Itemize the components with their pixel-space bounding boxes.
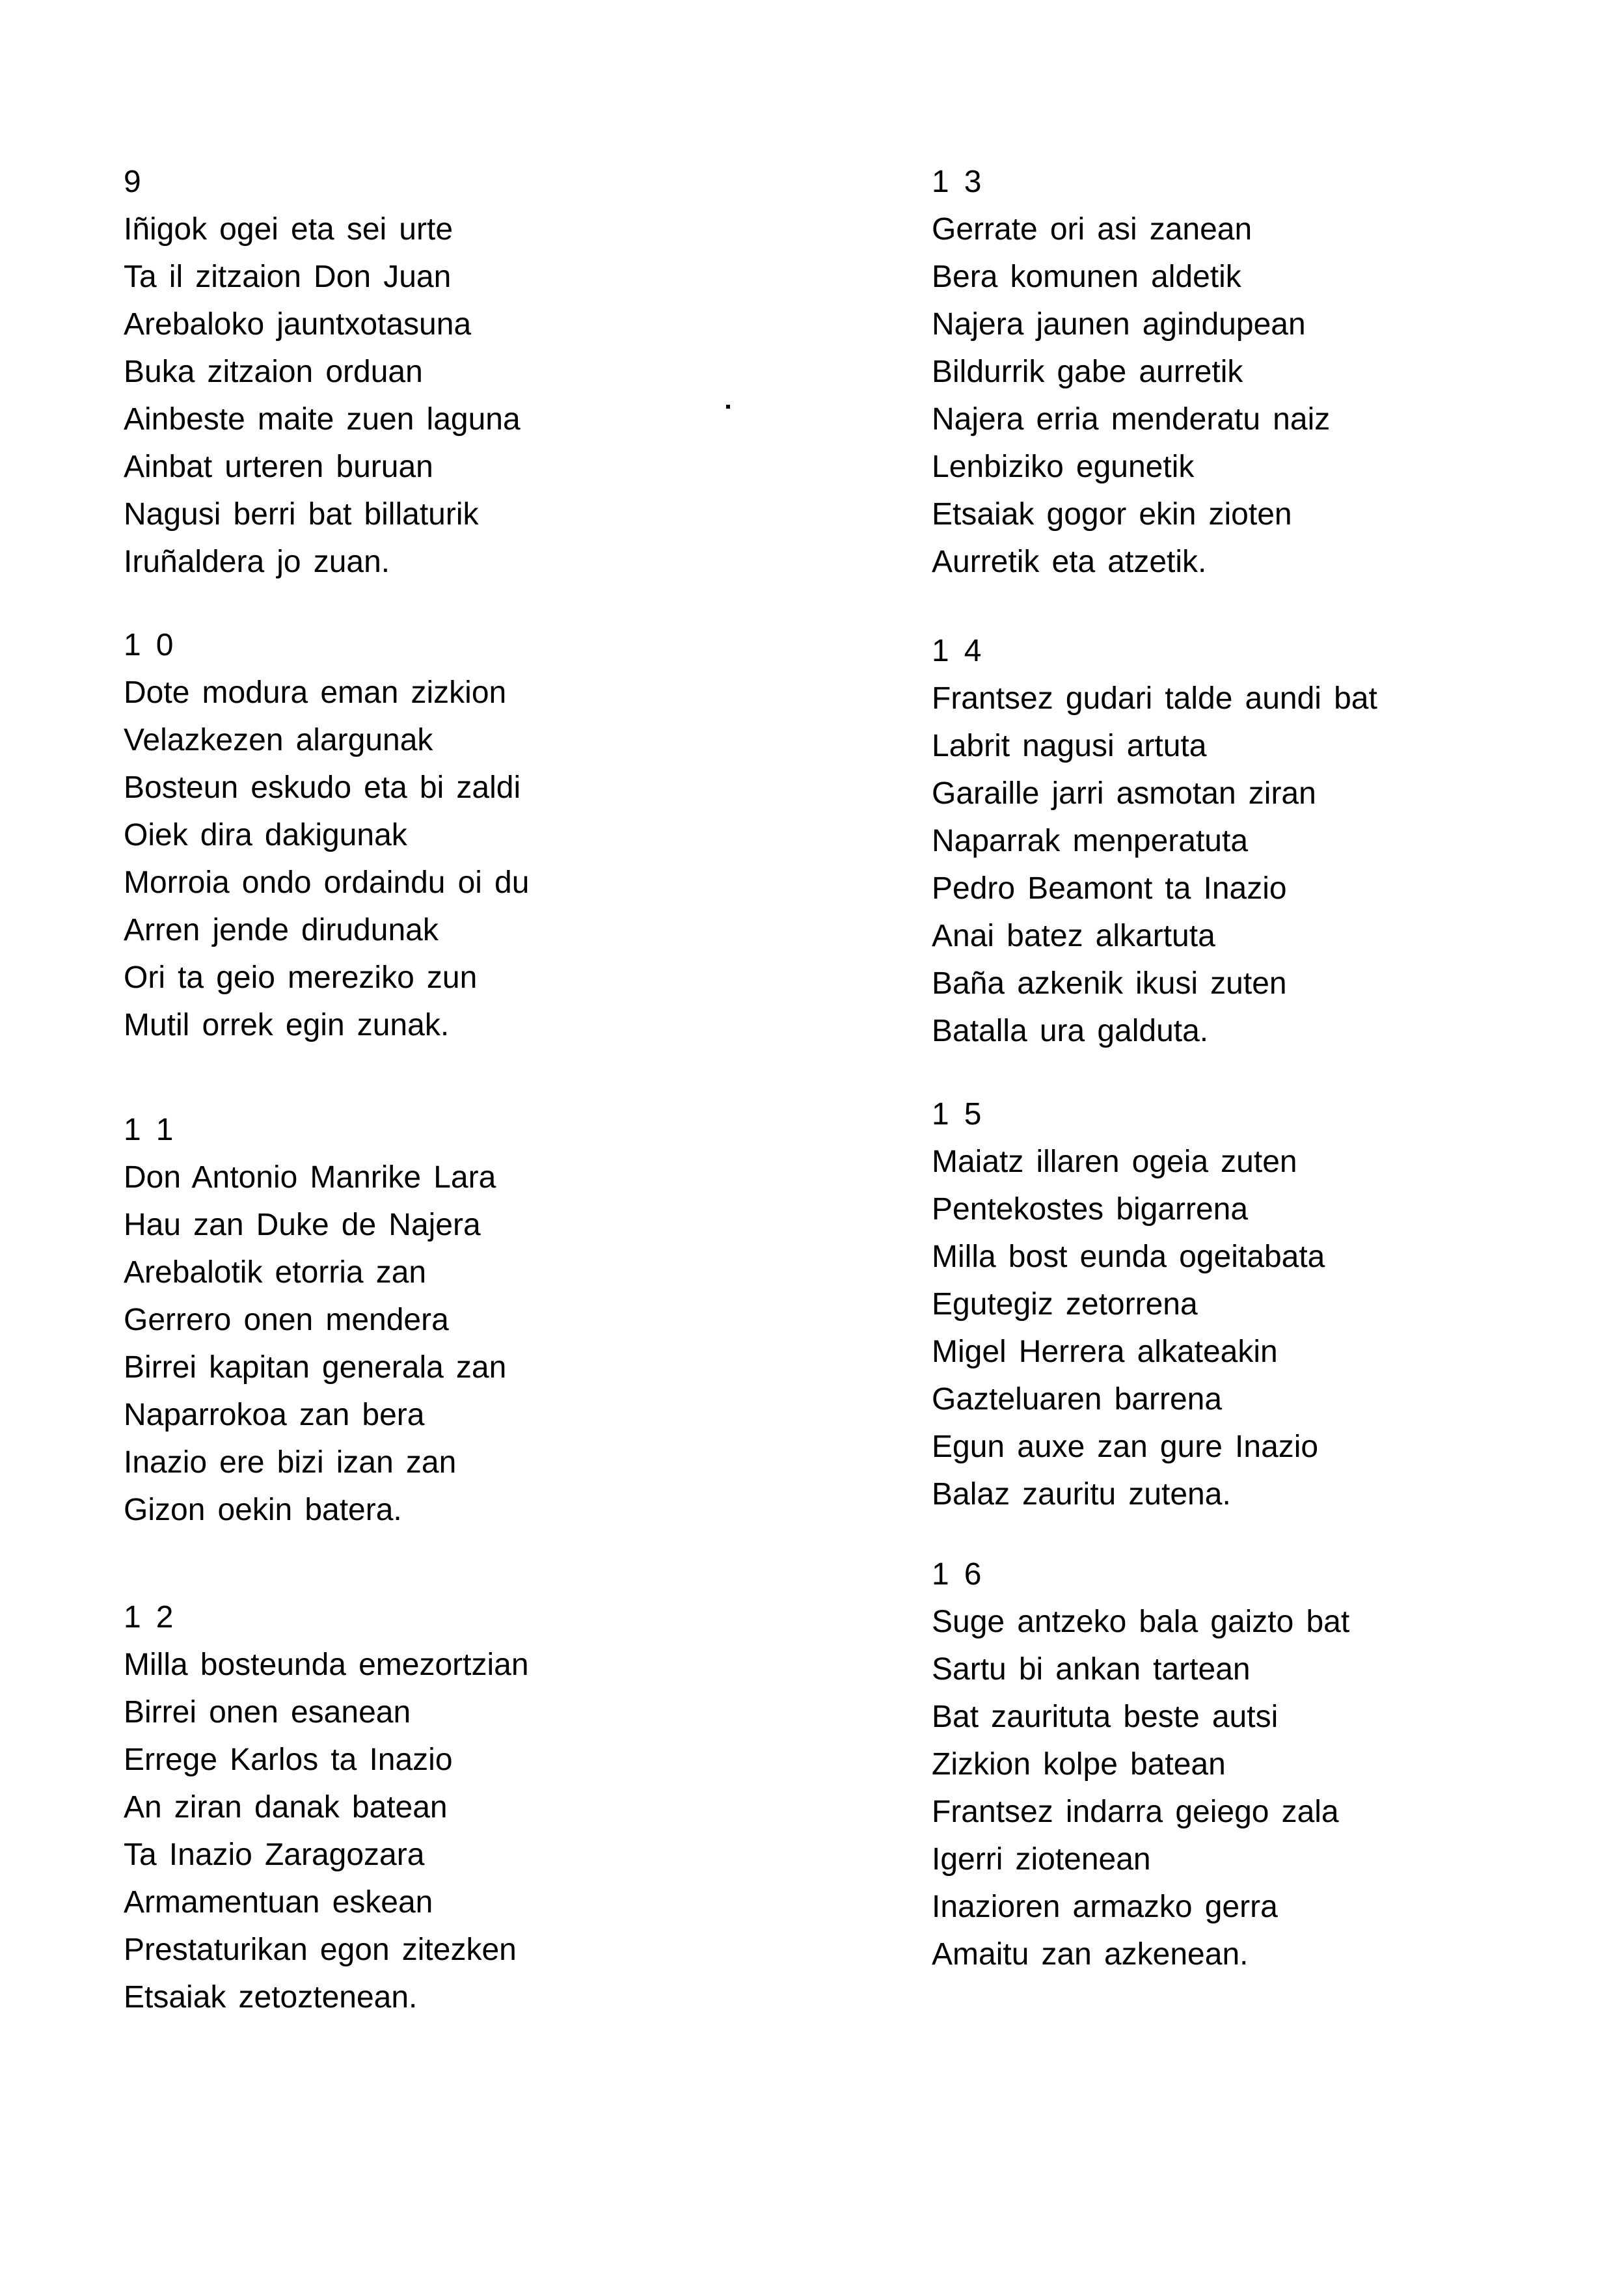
- verse-line: Gerrero onen mendera: [124, 1303, 449, 1337]
- stanza-number: 1 1: [124, 1113, 175, 1147]
- verse-line: Najera jaunen agindupean: [932, 307, 1306, 342]
- verse-line: Armamentuan eskean: [124, 1885, 433, 1920]
- verse-line: Aurretik eta atzetik.: [932, 545, 1207, 579]
- verse-line: Bat zaurituta beste autsi: [932, 1700, 1279, 1734]
- verse-line: Gerrate ori asi zanean: [932, 212, 1252, 247]
- stanza-13: [932, 158, 1582, 586]
- verse-line: Oiek dira dakigunak: [124, 818, 407, 852]
- verse-line: Iruñaldera jo zuan.: [124, 545, 390, 579]
- verse-line: Maiatz illaren ogeia zuten: [932, 1145, 1297, 1179]
- verse-line: Buka zitzaion orduan: [124, 355, 423, 389]
- verse-line: Arebalotik etorria zan: [124, 1255, 427, 1290]
- verse-line: Bera komunen aldetik: [932, 260, 1241, 294]
- verse-line: Bosteun eskudo eta bi zaldi: [124, 770, 521, 805]
- verse-line: Dote modura eman zizkion: [124, 675, 507, 710]
- verse-line: Zizkion kolpe batean: [932, 1747, 1226, 1782]
- stanza-number: 1 5: [932, 1097, 983, 1132]
- stanza-15: [932, 1091, 1582, 1518]
- verse-line: Labrit nagusi artuta: [932, 729, 1207, 763]
- stanza-11: [124, 1106, 774, 1534]
- verse-line: Velazkezen alargunak: [124, 723, 433, 757]
- verse-line: Suge antzeko bala gaizto bat: [932, 1605, 1350, 1639]
- verse-line: Arebaloko jauntxotasuna: [124, 307, 472, 342]
- stanza-number: 1 3: [932, 165, 983, 199]
- verse-line: Anai batez alkartuta: [932, 919, 1215, 953]
- verse-line: Frantsez indarra geiego zala: [932, 1795, 1339, 1829]
- verse-line: Gazteluaren barrena: [932, 1382, 1223, 1417]
- verse-line: Inazio ere bizi izan zan: [124, 1445, 457, 1480]
- verse-line: Prestaturikan egon zitezken: [124, 1933, 517, 1967]
- stanza-12: [124, 1594, 774, 2021]
- verse-line: Birrei onen esanean: [124, 1695, 411, 1730]
- verse-line: Migel Herrera alkateakin: [932, 1335, 1278, 1369]
- poem-column-right: [932, 158, 1582, 1978]
- verse-line: Ori ta geio mereziko zun: [124, 960, 478, 995]
- stanza-number: 1 6: [932, 1557, 983, 1592]
- verse-line: Frantsez gudari talde aundi bat: [932, 681, 1377, 716]
- stanza-number: 1 4: [932, 634, 983, 668]
- verse-line: Naparrak menperatuta: [932, 824, 1249, 858]
- verse-line: Arren jende dirudunak: [124, 913, 439, 947]
- verse-line: Egutegiz zetorrena: [932, 1287, 1198, 1322]
- stanza-number: 1 2: [124, 1600, 175, 1635]
- verse-line: Naparrokoa zan bera: [124, 1398, 425, 1432]
- verse-line: Garaille jarri asmotan ziran: [932, 776, 1316, 811]
- stanza-number: 1 0: [124, 628, 175, 662]
- verse-line: Birrei kapitan generala zan: [124, 1350, 507, 1385]
- verse-line: Balaz zauritu zutena.: [932, 1477, 1231, 1512]
- verse-line: Don Antonio Manrike Lara: [124, 1160, 496, 1195]
- stanza-number: 9: [124, 165, 142, 199]
- print-speck: [726, 405, 730, 409]
- verse-line: Ainbeste maite zuen laguna: [124, 402, 521, 437]
- verse-line: Pedro Beamont ta Inazio: [932, 871, 1287, 906]
- verse-line: Iñigok ogei eta sei urte: [124, 212, 453, 247]
- verse-line: Pentekostes bigarrena: [932, 1192, 1249, 1227]
- verse-line: Lenbiziko egunetik: [932, 450, 1195, 484]
- verse-line: Milla bost eunda ogeitabata: [932, 1240, 1325, 1274]
- verse-line: Ta Inazio Zaragozara: [124, 1838, 425, 1872]
- verse-line: Ta il zitzaion Don Juan: [124, 260, 452, 294]
- verse-line: Mutil orrek egin zunak.: [124, 1008, 450, 1042]
- verse-line: Baña azkenik ikusi zuten: [932, 966, 1287, 1001]
- verse-line: Amaitu zan azkenean.: [932, 1937, 1249, 1972]
- stanza-10: [124, 621, 774, 1049]
- stanza-9: [124, 158, 774, 586]
- poem-column-left: [124, 158, 774, 2021]
- stanza-16: [932, 1551, 1582, 1978]
- verse-line: Etsaiak zetoztenean.: [124, 1980, 418, 2015]
- verse-line: Egun auxe zan gure Inazio: [932, 1430, 1319, 1464]
- verse-line: Hau zan Duke de Najera: [124, 1208, 481, 1242]
- verse-line: Najera erria menderatu naiz: [932, 402, 1331, 437]
- verse-line: Ainbat urteren buruan: [124, 450, 433, 484]
- verse-line: Errege Karlos ta Inazio: [124, 1743, 453, 1777]
- verse-line: An ziran danak batean: [124, 1790, 448, 1825]
- verse-line: Sartu bi ankan tartean: [932, 1652, 1251, 1687]
- stanza-14: [932, 627, 1582, 1055]
- verse-line: Inazioren armazko gerra: [932, 1890, 1278, 1924]
- verse-line: Batalla ura galduta.: [932, 1014, 1209, 1048]
- verse-line: Milla bosteunda emezortzian: [124, 1648, 529, 1682]
- verse-line: Igerri ziotenean: [932, 1842, 1151, 1877]
- verse-line: Etsaiak gogor ekin zioten: [932, 497, 1292, 532]
- verse-line: Gizon oekin batera.: [124, 1493, 402, 1527]
- verse-line: Nagusi berri bat billaturik: [124, 497, 479, 532]
- verse-line: Bildurrik gabe aurretik: [932, 355, 1243, 389]
- verse-line: Morroia ondo ordaindu oi du: [124, 865, 530, 900]
